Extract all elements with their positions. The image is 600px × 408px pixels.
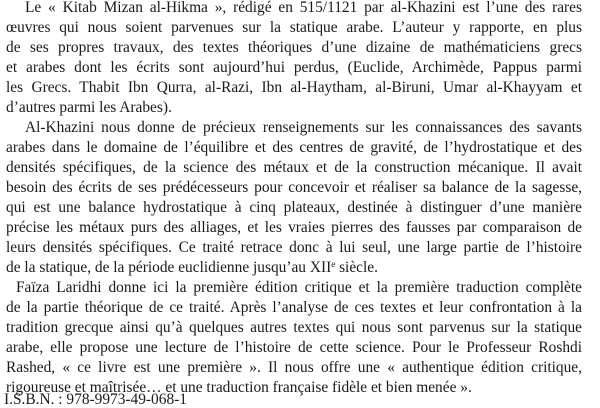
paragraph-2-line-1: Al-Khazini nous donne de précieux renseignements sur les connaissances des savants — [25, 119, 582, 136]
paragraph-1-line-4: et arabes dont les écrits sont aujourd’hui perdus, (Euclide, Archimède, Pappus parmi — [6, 59, 582, 76]
paragraph-3-line-2: de la partie théorique de ce traité. Après l’analyse de ces textes et leur confrontation à la — [6, 299, 582, 316]
paragraph-2-line-5: qui est une balance hydrostatique à cinq plateaux, destinée à distinguer d’une manière — [6, 199, 582, 216]
paragraph-2-line-7: leurs densités spécifiques. Ce traité retrace donc à lui seul, une large partie de l’histoire — [6, 239, 582, 256]
paragraph-3-line-3: tradition grecque ainsi qu’à quelques autres textes qui nous sont parvenus sur la statique — [6, 319, 582, 336]
paragraph-1-line-6: d’autres parmi les Arabes). — [6, 99, 172, 116]
paragraph-3-line-1: Faïza Laridhi donne ici la première édition critique et la première traduction complète — [16, 279, 582, 296]
paragraph-3-line-4: arabe, elle propose une lecture de l’histoire de cette science. Pour le Professeur Roshdi — [6, 339, 582, 356]
paragraph-2-line-8-text: de la statique, de la période euclidienne jusqu’au XII — [6, 259, 332, 276]
paragraph-1-line-2: œuvres qui nous soient parvenues sur la statique arabe. L’auteur y rapporte, en plus — [6, 19, 582, 36]
paragraph-2-line-2: arabes dans le domaine de l’équilibre et des centres de gravité, de l’hydrostatique et des — [6, 139, 582, 156]
paragraph-2-line-6: précise les métaux purs des alliages, et les vraies pierres des fausses par comparaison de — [6, 219, 582, 236]
paragraph-2-line-3: densités spécifiques, de la science des métaux et de la construction mécanique. Il avait — [6, 159, 582, 176]
paragraph-1-line-1: Le « Kitab Mizan al-Hikma », rédigé en 515/1121 par al-Khazini est l’une des rares — [25, 0, 582, 16]
century-superscript: e — [331, 259, 336, 269]
paragraph-3-line-6: rigoureuse et maîtrisée… et une traduction française fidèle et bien menée ». — [6, 379, 472, 396]
paragraph-2-line-4: besoin des écrits de ses prédécesseurs pour concevoir et réaliser sa balance de la sagesse, — [6, 179, 582, 196]
isbn-line: I.S.B.N. : 978-9973-49-068-1 — [4, 391, 187, 408]
paragraph-1-line-3: de ses propres travaux, des textes théoriques d’une dizaine de mathématiciens grecs — [6, 39, 582, 56]
paragraph-1-line-5: les Grecs. Thabit Ibn Qurra, al-Razi, Ibn al-Haytham, al-Biruni, Umar al-Khayyam et — [6, 79, 582, 96]
paragraph-3-line-5: Rashed, « ce livre est une première ». Il nous offre une « authentique édition critique, — [6, 359, 582, 376]
paragraph-2-line-8 — [6, 260, 582, 276]
paragraph-2-line-8-end: siècle. — [335, 259, 378, 276]
